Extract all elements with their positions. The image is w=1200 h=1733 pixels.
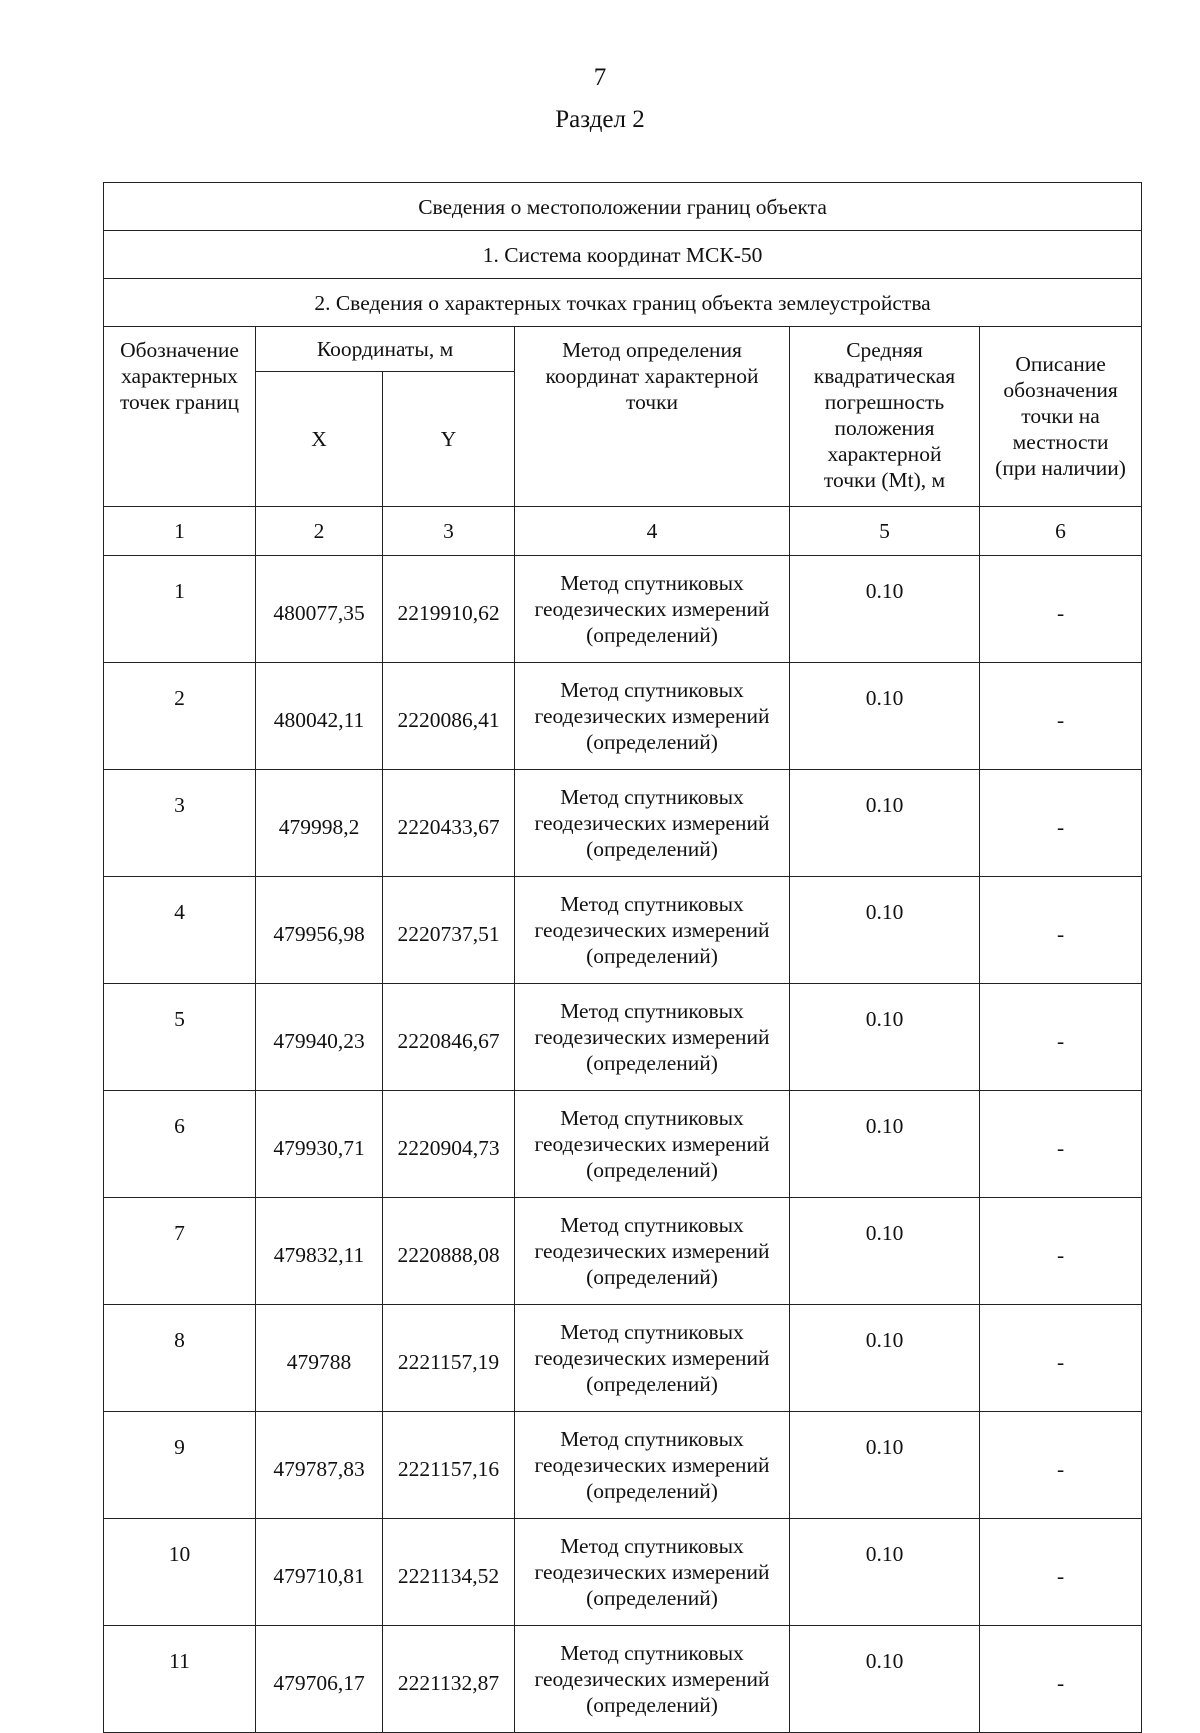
method-cell — [515, 1626, 790, 1733]
point-description: - — [980, 663, 1142, 770]
coord-x: 479787,83 — [256, 1412, 383, 1519]
method-line: геодезических измерений — [534, 1667, 770, 1691]
mean-error: 0.10 — [790, 1412, 980, 1519]
mean-error: 0.10 — [790, 1091, 980, 1198]
header-mt-line: квадратическая — [813, 364, 956, 388]
coord-x: 480077,35 — [256, 556, 383, 663]
point-number: 6 — [104, 1091, 256, 1198]
column-number: 3 — [383, 507, 515, 556]
header-method-line: координат характерной — [545, 364, 759, 388]
table-row — [104, 1091, 1142, 1198]
method-line: Метод спутниковых — [560, 785, 744, 809]
coord-x: 480042,11 — [256, 663, 383, 770]
table-row — [104, 1305, 1142, 1412]
method-cell — [515, 984, 790, 1091]
method-line: геодезических измерений — [534, 918, 770, 942]
table-row — [104, 877, 1142, 984]
method-line: геодезических измерений — [534, 1453, 770, 1477]
method-line: (определений) — [586, 1693, 718, 1717]
coord-x: 479930,71 — [256, 1091, 383, 1198]
method-line: Метод спутниковых — [560, 1213, 744, 1237]
point-number: 9 — [104, 1412, 256, 1519]
mean-error: 0.10 — [790, 663, 980, 770]
method-cell — [515, 556, 790, 663]
column-number: 6 — [980, 507, 1142, 556]
header-desc-line: (при наличии) — [995, 456, 1126, 480]
table-row — [104, 1412, 1142, 1519]
method-line: (определений) — [586, 944, 718, 968]
header-coordinates: Координаты, м — [256, 327, 515, 372]
column-number: 2 — [256, 507, 383, 556]
coord-y: 2220086,41 — [383, 663, 515, 770]
method-line: Метод спутниковых — [560, 1320, 744, 1344]
method-line: геодезических измерений — [534, 1346, 770, 1370]
method-cell — [515, 877, 790, 984]
section-title: Раздел 2 — [555, 106, 645, 133]
method-line: геодезических измерений — [534, 704, 770, 728]
method-line: Метод спутниковых — [560, 571, 744, 595]
coord-y: 2219910,62 — [383, 556, 515, 663]
column-number: 1 — [104, 507, 256, 556]
coord-y: 2221157,16 — [383, 1412, 515, 1519]
header-designation-line: Обозначение — [120, 338, 239, 362]
header-desc-line: местности — [1012, 430, 1109, 454]
mean-error: 0.10 — [790, 877, 980, 984]
header-desc-line: точки на — [1021, 404, 1100, 428]
table-title: Сведения о местоположении границ объекта — [104, 183, 1142, 231]
method-line: геодезических измерений — [534, 811, 770, 835]
method-line: (определений) — [586, 623, 718, 647]
point-number: 8 — [104, 1305, 256, 1412]
header-method-line: Метод определения — [562, 338, 742, 362]
point-description: - — [980, 770, 1142, 877]
point-description: - — [980, 1198, 1142, 1305]
coord-y: 2221134,52 — [383, 1519, 515, 1626]
mean-error: 0.10 — [790, 1626, 980, 1733]
coord-x: 479788 — [256, 1305, 383, 1412]
method-line: Метод спутниковых — [560, 678, 744, 702]
method-cell — [515, 1091, 790, 1198]
boundary-points-table — [103, 182, 1142, 1733]
header-mean-error — [790, 327, 980, 507]
method-line: геодезических измерений — [534, 1239, 770, 1263]
method-cell — [515, 1305, 790, 1412]
method-cell — [515, 770, 790, 877]
coord-x: 479706,17 — [256, 1626, 383, 1733]
method-cell — [515, 663, 790, 770]
header-description — [980, 327, 1142, 507]
point-description: - — [980, 1091, 1142, 1198]
coord-y: 2220846,67 — [383, 984, 515, 1091]
table-row — [104, 556, 1142, 663]
coord-x: 479998,2 — [256, 770, 383, 877]
point-number: 10 — [104, 1519, 256, 1626]
point-number: 2 — [104, 663, 256, 770]
method-line: Метод спутниковых — [560, 1427, 744, 1451]
mean-error: 0.10 — [790, 1198, 980, 1305]
method-line: геодезических измерений — [534, 597, 770, 621]
header-desc-line: Описание — [1015, 352, 1106, 376]
mean-error: 0.10 — [790, 556, 980, 663]
coord-y: 2220433,67 — [383, 770, 515, 877]
header-mt-line: положения — [834, 416, 935, 440]
point-description: - — [980, 984, 1142, 1091]
method-line: геодезических измерений — [534, 1132, 770, 1156]
coord-y: 2220904,73 — [383, 1091, 515, 1198]
table-row — [104, 1626, 1142, 1733]
method-line: (определений) — [586, 1265, 718, 1289]
coord-x: 479710,81 — [256, 1519, 383, 1626]
header-x: X — [256, 372, 383, 507]
page-number: 7 — [593, 64, 607, 91]
method-cell — [515, 1412, 790, 1519]
method-line: (определений) — [586, 1372, 718, 1396]
method-line: (определений) — [586, 730, 718, 754]
method-line: Метод спутниковых — [560, 1534, 744, 1558]
header-method-line: точки — [625, 390, 679, 414]
header-desc-line: обозначения — [1003, 378, 1118, 402]
coord-y: 2221132,87 — [383, 1626, 515, 1733]
method-line: Метод спутниковых — [560, 1641, 744, 1665]
coord-y: 2220737,51 — [383, 877, 515, 984]
method-cell — [515, 1198, 790, 1305]
method-line: геодезических измерений — [534, 1560, 770, 1584]
point-description: - — [980, 1626, 1142, 1733]
point-description: - — [980, 556, 1142, 663]
point-description: - — [980, 1305, 1142, 1412]
method-line: (определений) — [586, 1051, 718, 1075]
method-line: Метод спутниковых — [560, 1106, 744, 1130]
point-description: - — [980, 877, 1142, 984]
method-line: Метод спутниковых — [560, 999, 744, 1023]
coord-system-row: 1. Система координат МСК-50 — [104, 231, 1142, 279]
table-row — [104, 770, 1142, 877]
method-line: (определений) — [586, 1479, 718, 1503]
mean-error: 0.10 — [790, 770, 980, 877]
table-row — [104, 663, 1142, 770]
method-cell — [515, 1519, 790, 1626]
mean-error: 0.10 — [790, 1519, 980, 1626]
coord-x: 479940,23 — [256, 984, 383, 1091]
point-number: 11 — [104, 1626, 256, 1733]
point-number: 4 — [104, 877, 256, 984]
method-line: (определений) — [586, 837, 718, 861]
header-mt-line: Средняя — [846, 338, 923, 362]
table-row — [104, 1198, 1142, 1305]
point-number: 1 — [104, 556, 256, 663]
points-title-row: 2. Сведения о характерных точках границ объекта землеустройства — [104, 279, 1142, 327]
coord-x: 479956,98 — [256, 877, 383, 984]
point-number: 5 — [104, 984, 256, 1091]
point-description: - — [980, 1412, 1142, 1519]
mean-error: 0.10 — [790, 1305, 980, 1412]
header-mt-line: характерной — [827, 442, 942, 466]
coord-y: 2221157,19 — [383, 1305, 515, 1412]
header-mt-line: точки (Mt), м — [823, 468, 946, 492]
column-number: 5 — [790, 507, 980, 556]
header-designation — [104, 327, 256, 507]
coord-x: 479832,11 — [256, 1198, 383, 1305]
method-line: (определений) — [586, 1586, 718, 1610]
point-number: 3 — [104, 770, 256, 877]
table-row — [104, 984, 1142, 1091]
table-row — [104, 1519, 1142, 1626]
header-method — [515, 327, 790, 507]
header-mt-line: погрешность — [824, 390, 945, 414]
method-line: Метод спутниковых — [560, 892, 744, 916]
point-number: 7 — [104, 1198, 256, 1305]
method-line: (определений) — [586, 1158, 718, 1182]
coord-y: 2220888,08 — [383, 1198, 515, 1305]
mean-error: 0.10 — [790, 984, 980, 1091]
method-line: геодезических измерений — [534, 1025, 770, 1049]
header-y: Y — [383, 372, 515, 507]
point-description: - — [980, 1519, 1142, 1626]
header-designation-line: характерных — [121, 364, 238, 388]
column-number: 4 — [515, 507, 790, 556]
header-designation-line: точек границ — [119, 390, 240, 414]
